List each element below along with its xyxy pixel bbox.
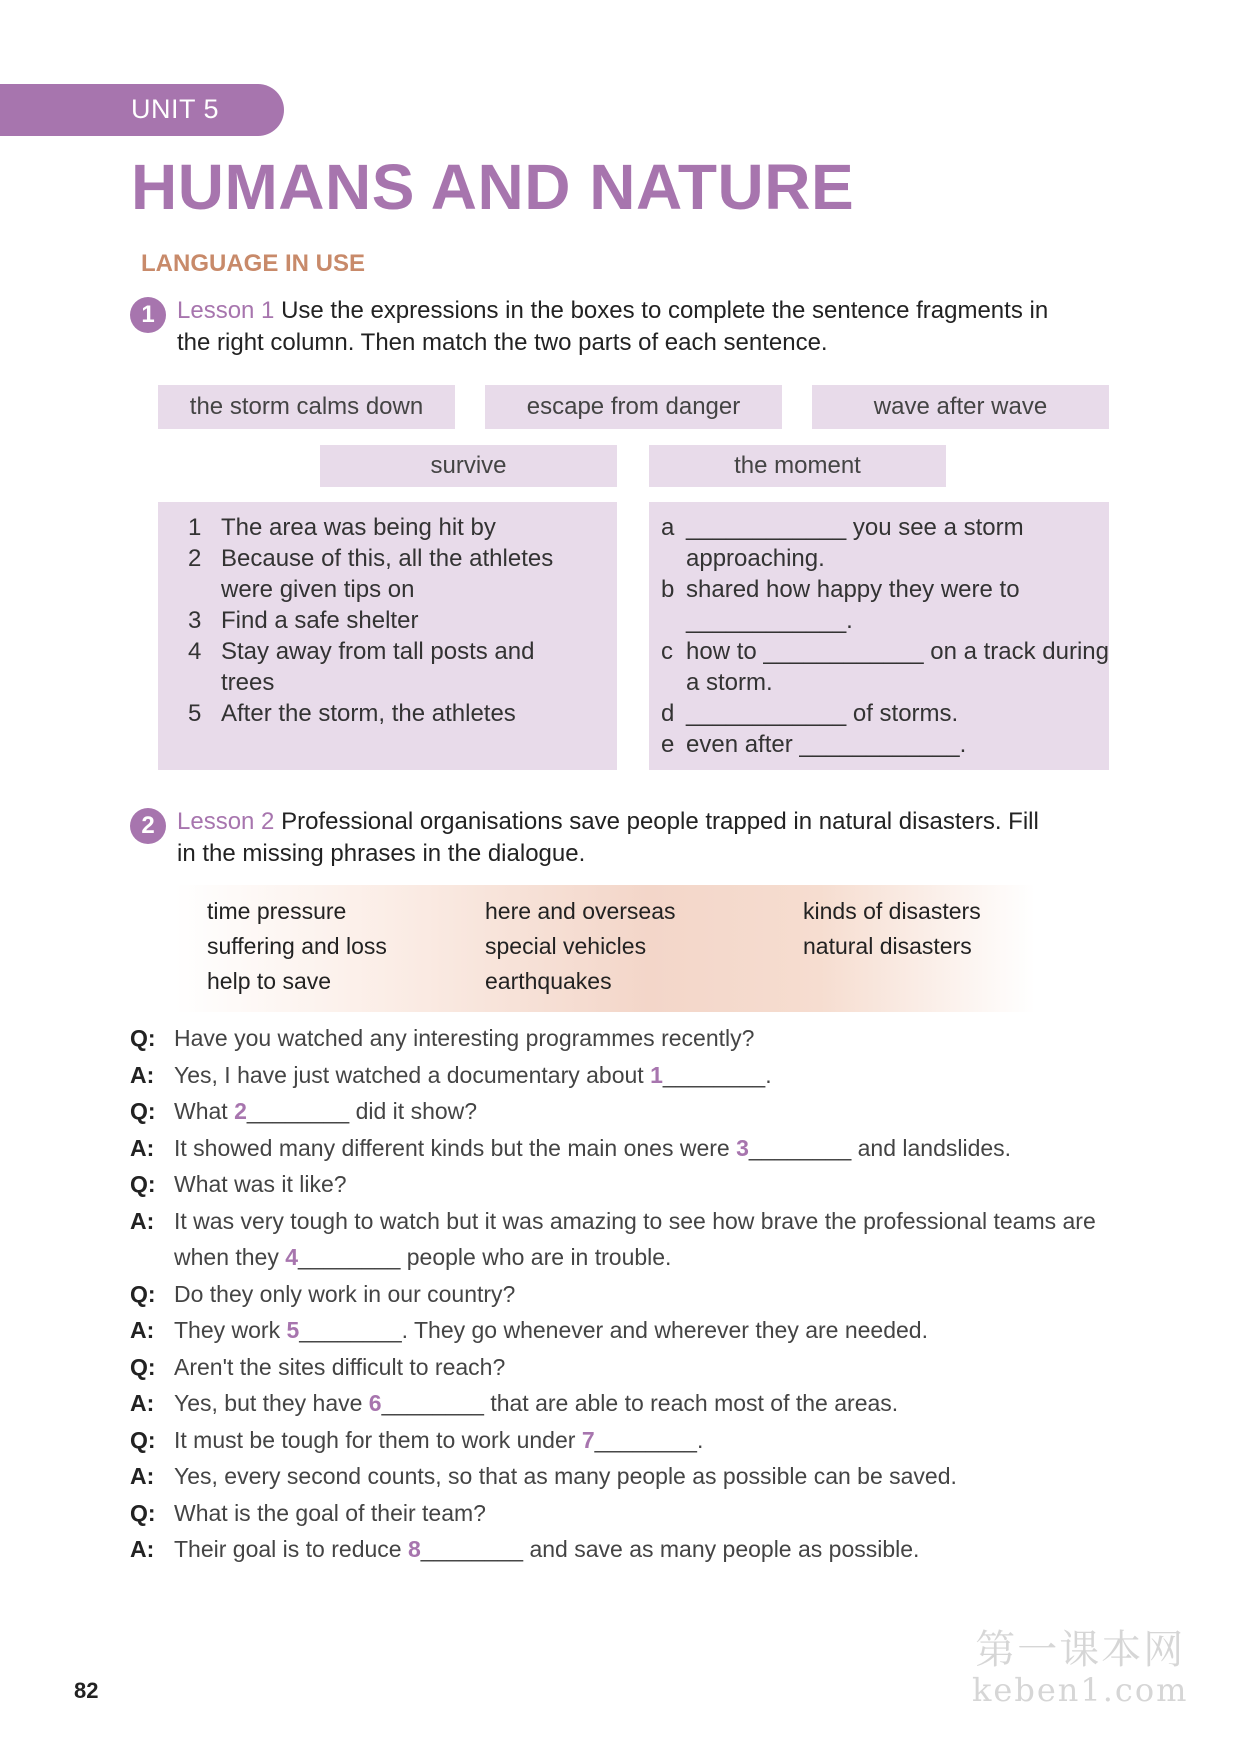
dialogue-text-part: What — [174, 1098, 235, 1124]
dialogue-text — [174, 1390, 898, 1417]
word-bank-item: natural disasters — [803, 933, 972, 959]
dialogue-text — [174, 1463, 957, 1490]
dialogue-text-part: Do they only work in our country? — [174, 1280, 516, 1307]
dialogue-text-part: ________ that are able to reach most of the areas. — [381, 1390, 899, 1416]
dialogue-text — [174, 1281, 515, 1308]
dialogue-text — [174, 1500, 486, 1527]
expression-box: escape from danger — [485, 385, 782, 429]
dialogue-speaker: A: — [130, 1134, 155, 1161]
expression-box: the moment — [649, 445, 946, 487]
fragment-letter: e — [661, 731, 675, 758]
exercise-1-instruction-line1: Use the expressions in the boxes to complete the sentence fragments in — [274, 297, 1049, 324]
expression-box: wave after wave — [812, 385, 1109, 429]
fragment-text: even after ____________. — [686, 731, 967, 758]
dialogue-text — [174, 1098, 477, 1125]
exercise-1-instruction — [177, 295, 1107, 359]
blank-number: 6 — [368, 1390, 382, 1416]
sentence-fragments-right — [649, 502, 1109, 770]
fragment-letter: b — [661, 576, 675, 603]
fragment-text: trees — [221, 669, 275, 696]
blank-number: 2 — [234, 1098, 247, 1124]
dialogue-text-part: Yes, every second counts, so that as many people as possible can be saved. — [174, 1463, 957, 1489]
dialogue-text — [174, 1536, 919, 1563]
blank-number: 7 — [581, 1426, 595, 1453]
watermark — [972, 1618, 1188, 1709]
fragment-text: Because of this, all the athletes — [221, 545, 554, 572]
watermark-en: keben1.com — [972, 1671, 1189, 1709]
word-bank-item: earthquakes — [485, 968, 612, 994]
fragment-text: Stay away from tall posts and — [221, 638, 535, 665]
fragment-number: 2 — [188, 545, 202, 572]
fragment-text: a storm. — [686, 669, 773, 696]
dialogue-text-part: Have you watched any interesting programmes recently? — [174, 1025, 755, 1051]
dialogue-text — [174, 1244, 671, 1271]
dialogue-speaker: Q: — [130, 1280, 156, 1307]
dialogue-text-part: ________. — [594, 1426, 704, 1453]
dialogue-speaker: A: — [130, 1061, 155, 1088]
fragment-text: how to ____________ on a track during — [686, 638, 1109, 665]
dialogue-text-part: What is the goal of their team? — [174, 1499, 486, 1526]
exercise-2-instruction-line2: in the missing phrases in the dialogue. — [177, 840, 586, 867]
dialogue-text — [174, 1025, 754, 1052]
dialogue-text-part: Yes, but they have — [174, 1390, 369, 1416]
dialogue-text — [174, 1427, 703, 1454]
fragment-letter: c — [661, 638, 673, 665]
dialogue-text-part: Their goal is to reduce — [174, 1536, 408, 1562]
fragment-text: ____________. — [686, 607, 853, 634]
dialogue-text-part: They work — [174, 1317, 287, 1343]
dialogue-speaker: Q: — [130, 1426, 156, 1453]
dialogue-text — [174, 1171, 347, 1198]
dialogue-text — [174, 1208, 1096, 1235]
fragment-text: After the storm, the athletes — [221, 700, 516, 727]
fragment-text: approaching. — [686, 545, 825, 572]
dialogue-text-part: when they — [174, 1244, 286, 1270]
fragment-letter: d — [661, 700, 675, 727]
dialogue-text-part: ________. They go whenever and wherever they are needed. — [299, 1317, 928, 1343]
fragment-text: were given tips on — [221, 576, 415, 603]
watermark-cn: 第一课本网 — [975, 1627, 1186, 1673]
fragment-number: 5 — [188, 700, 202, 727]
blank-number: 4 — [285, 1244, 299, 1270]
unit-tab — [0, 84, 284, 136]
word-bank-item: suffering and loss — [207, 933, 387, 959]
dialogue-text — [174, 1354, 505, 1381]
dialogue-speaker: Q: — [130, 1353, 156, 1380]
expression-box: survive — [320, 445, 617, 487]
word-bank-item: here and overseas — [485, 898, 676, 924]
dialogue-speaker: Q: — [130, 1499, 156, 1526]
exercise-1-lesson: Lesson 1 — [177, 297, 275, 324]
dialogue-speaker: Q: — [130, 1098, 156, 1124]
dialogue-text — [174, 1062, 772, 1089]
dialogue-text-part: Yes, I have just watched a documentary about — [174, 1061, 651, 1088]
page-number: 82 — [74, 1678, 99, 1703]
blank-number: 5 — [286, 1317, 300, 1343]
fragment-text: ____________ of storms. — [686, 700, 959, 727]
exercise-1-number: 1 — [130, 297, 166, 333]
dialogue-text-part: It showed many different kinds but the main ones were — [174, 1134, 737, 1161]
dialogue-text — [174, 1317, 928, 1344]
word-bank-item: help to save — [207, 968, 332, 994]
exercise-2-instruction — [177, 806, 1107, 870]
exercise-2-instruction-line1: Professional organisations save people trapped in natural disasters. Fill — [274, 808, 1039, 835]
fragment-text: Find a safe shelter — [221, 607, 419, 634]
dialogue-speaker: A: — [130, 1390, 155, 1416]
blank-number: 3 — [736, 1134, 749, 1161]
sentence-fragments-left — [158, 502, 617, 770]
fragment-text: ____________ you see a storm — [686, 514, 1024, 541]
fragment-letter: a — [661, 514, 675, 541]
fragment-number: 3 — [188, 607, 202, 634]
dialogue-text-part: It was very tough to watch but it was amazing to see how brave the professional teams are — [174, 1207, 1096, 1234]
fragment-text: shared how happy they were to — [686, 576, 1020, 603]
expression-box: the storm calms down — [158, 385, 455, 429]
unit-title: HUMANS AND NATURE — [131, 151, 855, 223]
blank-number: 1 — [650, 1061, 663, 1088]
dialogue-speaker: Q: — [130, 1171, 156, 1197]
dialogue-speaker: A: — [130, 1536, 155, 1562]
exercise-1-instruction-line2: the right column. Then match the two parts of each sentence. — [177, 329, 828, 356]
unit-label: UNIT 5 — [131, 94, 220, 124]
blank-number: 8 — [407, 1536, 421, 1562]
dialogue-text-part: ________. — [662, 1061, 772, 1088]
dialogue-text-part: ________ did it show? — [246, 1098, 478, 1124]
exercise-2-lesson: Lesson 2 — [177, 808, 275, 835]
dialogue-text-part: What was it like? — [174, 1171, 347, 1197]
dialogue-speaker: Q: — [130, 1025, 156, 1051]
dialogue-text-part: ________ and landslides. — [748, 1134, 1012, 1161]
fragment-number: 4 — [188, 638, 202, 665]
word-bank-item: time pressure — [207, 898, 347, 924]
word-bank-item: special vehicles — [485, 933, 647, 959]
dialogue-speaker: A: — [130, 1207, 155, 1234]
word-bank — [175, 885, 1035, 1012]
dialogue-text-part: Aren't the sites difficult to reach? — [174, 1353, 506, 1380]
exercise-2-number: 2 — [130, 808, 166, 844]
word-bank-item: kinds of disasters — [803, 898, 981, 924]
dialogue-speaker: A: — [130, 1317, 155, 1343]
dialogue-text-part: It must be tough for them to work under — [174, 1426, 582, 1453]
fragment-number: 1 — [188, 514, 202, 541]
dialogue-text — [174, 1135, 1011, 1162]
fragment-text: The area was being hit by — [221, 514, 496, 541]
dialogue-text-part: ________ and save as many people as possible. — [420, 1536, 920, 1562]
dialogue-speaker: A: — [130, 1463, 155, 1489]
dialogue-text-part: ________ people who are in trouble. — [298, 1244, 672, 1270]
section-label: LANGUAGE IN USE — [141, 250, 366, 277]
